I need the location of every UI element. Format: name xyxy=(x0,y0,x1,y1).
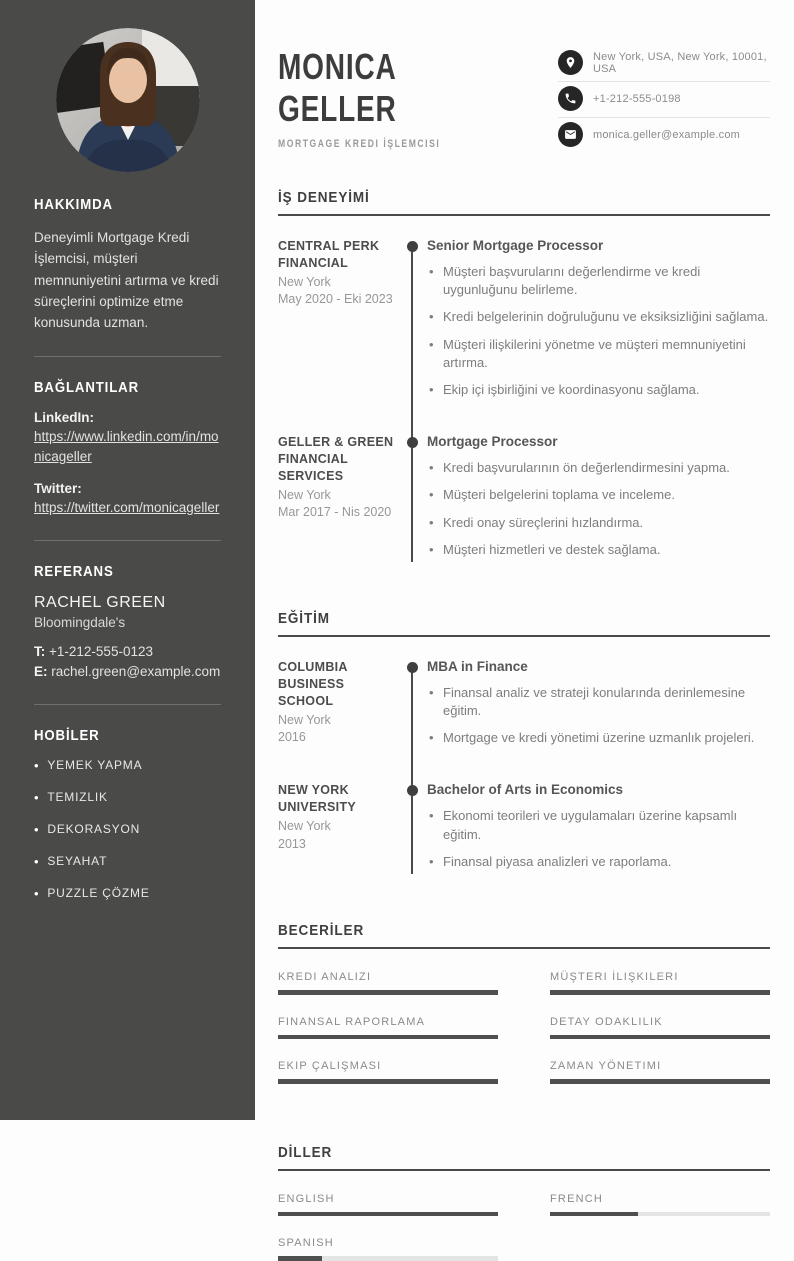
education-section xyxy=(278,610,770,880)
section-rule xyxy=(278,214,770,216)
school-details xyxy=(411,782,770,880)
job-title: Mortgage Processor xyxy=(427,434,558,450)
last-name: GELLER xyxy=(278,87,397,129)
reference-section xyxy=(34,563,221,681)
links-section xyxy=(34,379,221,519)
email-text: monica.geller@example.com xyxy=(593,128,741,141)
skill-item xyxy=(550,1016,770,1040)
sidebar-divider xyxy=(34,704,221,705)
job-bullet: • Müşteri başvurularını değerlendirme ve kredi uygunluğunu belirleme. xyxy=(427,263,770,299)
hobby-label: DEKORASYON xyxy=(47,822,141,837)
hobby-item xyxy=(34,822,221,837)
hobby-item xyxy=(34,758,221,773)
school-entry xyxy=(278,659,770,757)
job-details xyxy=(411,238,770,408)
timeline-dot xyxy=(407,241,418,252)
job-company: GELLER & GREEN FINANCIAL SERVICES xyxy=(278,435,394,483)
school-entry xyxy=(278,782,770,880)
skill-bar-fill xyxy=(550,1079,770,1084)
skills-heading: BECERİLER xyxy=(278,922,365,939)
experience-heading: İŞ DENEYİMİ xyxy=(278,189,370,206)
twitter-url-link[interactable]: https://twitter.com/monicageller xyxy=(34,500,220,516)
languages-grid xyxy=(278,1193,770,1261)
link-item-twitter xyxy=(34,481,221,518)
language-bar-fill xyxy=(278,1212,498,1217)
school-bullet: • Mortgage ve kredi yönetimi üzerine uzmanlık projeleri. xyxy=(427,729,770,747)
phone-text: +1-212-555-0198 xyxy=(593,92,681,105)
school-location: New York xyxy=(278,819,331,834)
hobbies-section xyxy=(34,727,221,901)
skill-bar xyxy=(278,1035,498,1040)
phone-label: T: xyxy=(34,644,46,660)
email-label: E: xyxy=(34,663,48,679)
job-details xyxy=(411,434,770,568)
bullet-icon: • xyxy=(34,821,40,837)
reference-email xyxy=(34,662,221,682)
sidebar xyxy=(0,0,255,1120)
resume-header xyxy=(278,40,770,153)
contact-row-email xyxy=(558,118,770,153)
school-bullets xyxy=(427,684,770,748)
profile-photo-image xyxy=(56,28,200,172)
skill-label: MÜŞTERI İLIŞKILERI xyxy=(550,971,679,983)
about-text: Deneyimli Mortgage Kredi İşlemcisi, müşteri memnuniyetini artırma ve kredi süreçlerini optimize etme konusunda uzman. xyxy=(34,230,219,331)
hobby-item xyxy=(34,790,221,805)
job-bullet: • Müşteri ilişkilerini yönetme ve müşteri memnuniyetini artırma. xyxy=(427,336,770,372)
timeline-dot xyxy=(407,785,418,796)
skill-item xyxy=(278,1060,498,1084)
skill-label: DETAY ODAKLILIK xyxy=(550,1015,663,1028)
language-item xyxy=(550,1193,770,1217)
degree-title: MBA in Finance xyxy=(427,658,528,674)
name-block xyxy=(278,40,486,153)
sidebar-divider xyxy=(34,540,221,541)
skill-bar xyxy=(550,1079,770,1084)
skill-bar-fill xyxy=(278,1079,498,1084)
first-name: MONICA xyxy=(278,46,397,87)
job-meta xyxy=(278,238,411,408)
job-location: New York xyxy=(278,487,331,502)
job-location: New York xyxy=(278,274,331,289)
location-icon xyxy=(558,50,583,75)
skill-item xyxy=(278,1016,498,1040)
language-bar xyxy=(278,1256,498,1261)
skills-grid xyxy=(278,971,770,1084)
email-icon xyxy=(558,122,583,147)
contact-row-location xyxy=(558,46,770,82)
school-year: 2016 xyxy=(278,730,306,744)
contact-row-phone xyxy=(558,82,770,118)
languages-heading: DİLLER xyxy=(278,1143,333,1161)
bullet-icon: • xyxy=(34,853,40,869)
link-item-linkedin xyxy=(34,410,221,468)
skill-bar xyxy=(550,990,770,995)
job-bullets xyxy=(427,263,770,399)
reference-name: RACHEL GREEN xyxy=(34,594,166,612)
location-text: New York, USA, New York, 10001, USA xyxy=(593,50,767,75)
section-rule xyxy=(278,1169,770,1171)
hobby-item xyxy=(34,854,221,869)
hobby-label: SEYAHAT xyxy=(47,854,108,869)
school-meta xyxy=(278,782,411,880)
school-bullet: • Finansal piyasa analizleri ve raporlama. xyxy=(427,853,770,871)
school-name: COLUMBIA BUSINESS SCHOOL xyxy=(278,659,348,708)
job-bullet: • Müşteri belgelerini toplama ve inceleme. xyxy=(427,486,770,504)
school-details xyxy=(411,659,770,757)
reference-heading: REFERANS xyxy=(34,563,114,581)
skill-bar xyxy=(550,1035,770,1040)
job-company: CENTRAL PERK FINANCIAL xyxy=(278,239,380,270)
skill-item xyxy=(550,1060,770,1084)
skill-label: KREDI ANALIZI xyxy=(278,971,372,983)
education-timeline xyxy=(278,659,770,880)
hobbies-heading: HOBİLER xyxy=(34,726,100,744)
skill-bar-fill xyxy=(278,990,498,995)
hobby-list xyxy=(34,758,221,901)
timeline-dot xyxy=(407,662,418,673)
job-entry xyxy=(278,434,770,568)
reference-phone xyxy=(34,642,221,662)
phone-value: +1-212-555-0123 xyxy=(49,644,153,660)
job-bullet: • Kredi başvurularının ön değerlendirmesini yapma. xyxy=(427,459,770,477)
reference-company: Bloomingdale's xyxy=(34,615,126,631)
language-bar xyxy=(278,1212,498,1217)
linkedin-url-link[interactable]: https://www.linkedin.com/in/monicageller xyxy=(34,428,219,464)
language-label: SPANISH xyxy=(278,1237,334,1249)
skill-bar-fill xyxy=(278,1035,498,1040)
job-dates: Mar 2017 - Nis 2020 xyxy=(278,505,392,520)
skill-bar xyxy=(278,1079,498,1084)
contact-block xyxy=(558,46,770,153)
skill-bar-fill xyxy=(550,1035,770,1040)
language-item xyxy=(278,1193,498,1217)
section-rule xyxy=(278,635,770,637)
job-bullet: • Müşteri hizmetleri ve destek sağlama. xyxy=(427,541,770,559)
hobby-label: TEMIZLIK xyxy=(47,790,108,805)
job-dates: May 2020 - Eki 2023 xyxy=(278,292,393,307)
language-bar xyxy=(550,1212,770,1217)
about-heading: HAKKIMDA xyxy=(34,196,113,213)
hobby-label: PUZZLE ÇÖZME xyxy=(47,886,150,901)
skill-item xyxy=(278,971,498,995)
main-content xyxy=(255,0,794,1249)
skill-label: ZAMAN YÖNETIMI xyxy=(550,1060,662,1072)
language-bar-fill xyxy=(278,1256,322,1261)
skill-bar-fill xyxy=(550,990,770,995)
job-meta xyxy=(278,434,411,568)
degree-title: Bachelor of Arts in Economics xyxy=(427,782,624,798)
hobby-item xyxy=(34,886,221,901)
email-value: rachel.green@example.com xyxy=(51,663,221,679)
language-bar-fill xyxy=(550,1212,638,1217)
school-location: New York xyxy=(278,712,331,727)
school-bullets xyxy=(427,807,770,871)
bullet-icon: • xyxy=(34,789,40,805)
bullet-icon: • xyxy=(34,757,40,773)
about-section xyxy=(34,196,221,334)
education-heading: EĞİTİM xyxy=(278,609,330,627)
skill-item xyxy=(550,971,770,995)
job-bullet: • Kredi onay süreçlerini hızlandırma. xyxy=(427,514,770,532)
skill-label: EKIP ÇALIŞMASI xyxy=(278,1060,382,1072)
school-meta xyxy=(278,659,411,757)
bullet-icon: • xyxy=(34,885,40,901)
experience-section xyxy=(278,189,770,568)
timeline-dot xyxy=(407,437,418,448)
hobby-label: YEMEK YAPMA xyxy=(47,758,143,773)
phone-icon xyxy=(558,86,583,111)
skill-bar xyxy=(278,990,498,995)
job-title-subtitle: MORTGAGE KREDI İŞLEMCISI xyxy=(278,137,441,150)
job-bullet: • Kredi belgelerinin doğruluğunu ve eksiksizliğini sağlama. xyxy=(427,308,770,326)
language-item xyxy=(278,1237,498,1261)
school-name: NEW YORK UNIVERSITY xyxy=(278,783,357,815)
language-label: FRENCH xyxy=(550,1192,604,1205)
school-bullet: • Finansal analiz ve strateji konularında derinlemesine eğitim. xyxy=(427,684,770,720)
twitter-label: Twitter: xyxy=(34,481,82,497)
job-bullets xyxy=(427,459,770,559)
linkedin-label: LinkedIn: xyxy=(34,409,94,425)
job-entry xyxy=(278,238,770,408)
skill-label: FINANSAL RAPORLAMA xyxy=(278,1015,426,1028)
skills-section xyxy=(278,922,770,1084)
school-bullet: • Ekonomi teorileri ve uygulamaları üzerine kapsamlı eğitim. xyxy=(427,807,770,843)
sidebar-divider xyxy=(34,356,221,357)
languages-section xyxy=(278,1144,770,1261)
job-title: Senior Mortgage Processor xyxy=(427,238,604,253)
job-bullet: • Ekip içi işbirliğini ve koordinasyonu sağlama. xyxy=(427,381,770,399)
section-rule xyxy=(278,947,770,949)
experience-timeline xyxy=(278,238,770,568)
language-label: ENGLISH xyxy=(278,1192,335,1205)
profile-photo xyxy=(34,28,222,172)
school-year: 2013 xyxy=(278,836,306,851)
links-heading: BAĞLANTILAR xyxy=(34,378,140,396)
